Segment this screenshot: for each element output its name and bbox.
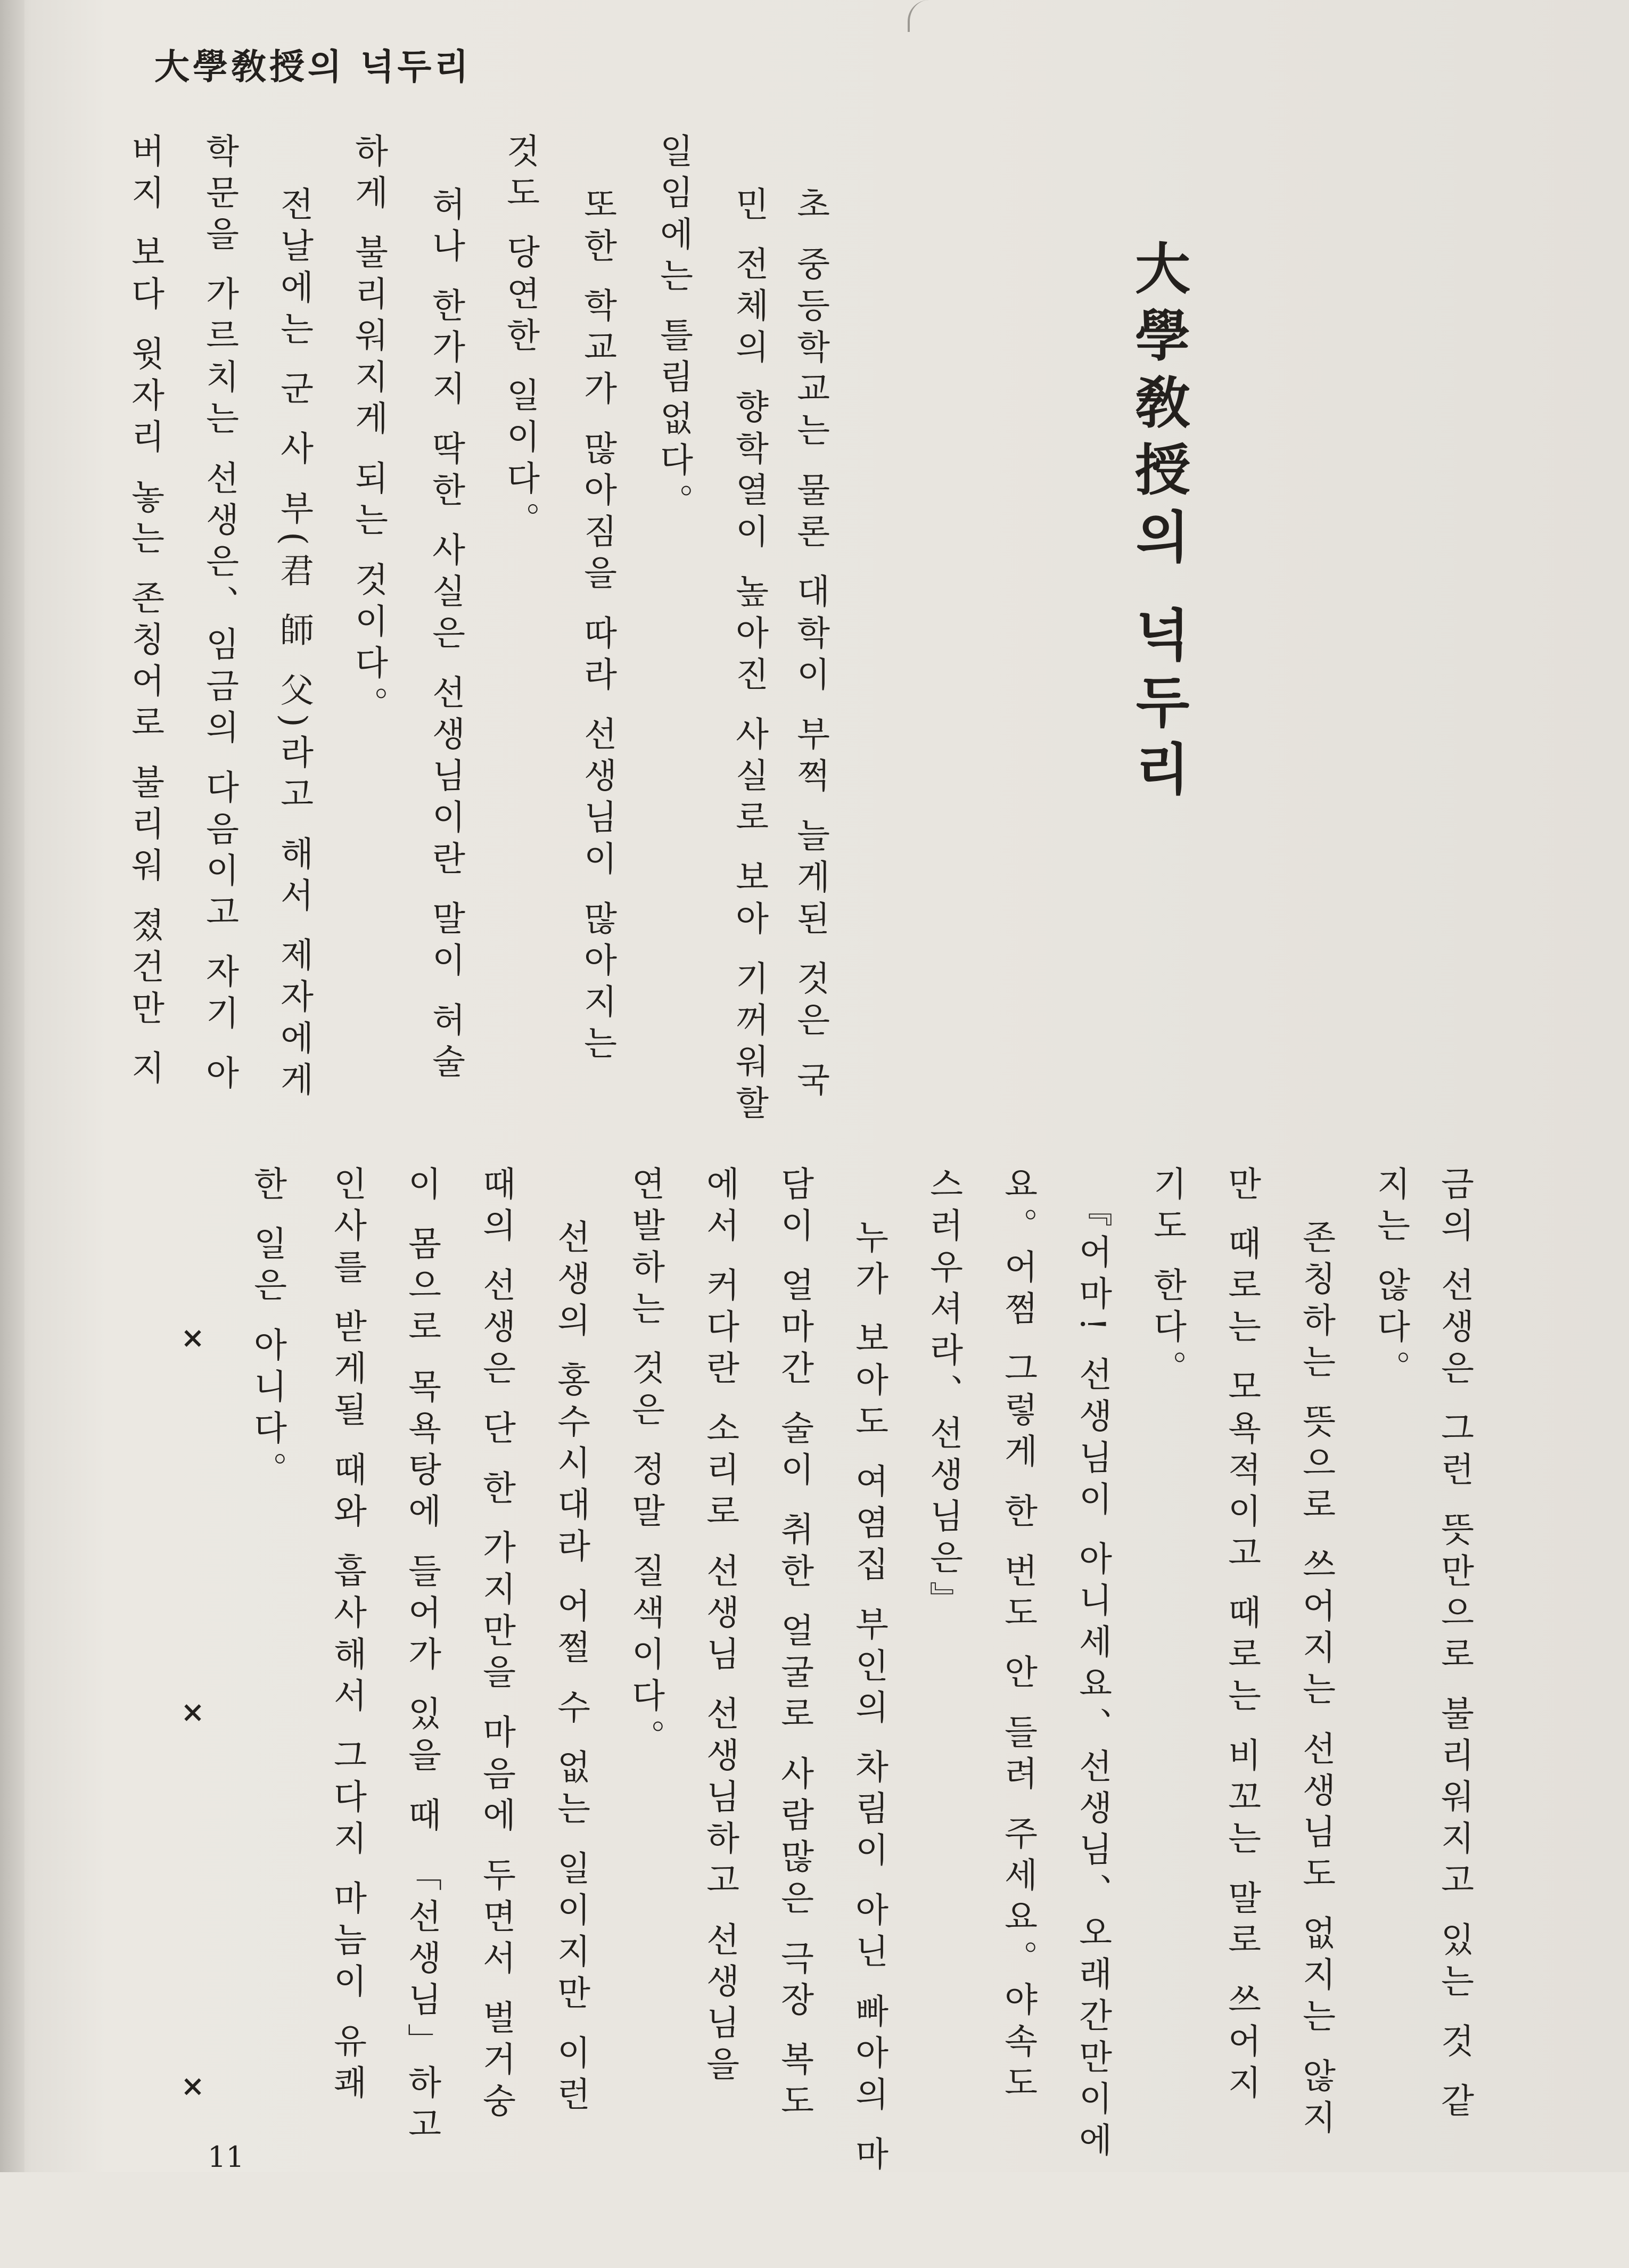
text-column: 버지 보다 윗자리 놓는 존칭어로 불리워 졌건만 지 [125, 133, 164, 1092]
text-column: 누가 보아도 여염집 부인의 차림이 아닌 빠아의 마 [849, 1219, 888, 2178]
text-column: 민 전체의 향학열이 높아진 사실로 보아 기꺼워할 [729, 186, 769, 1127]
text-column: 허나 한가지 딱한 사실은 선생님이란 말이 허술 [426, 186, 465, 1086]
text-column: 선생의 홍수시대라 어쩔 수 없는 일이지만 이런 [551, 1219, 590, 2118]
text-column: 요。어쩜 그렇게 한 번도 안 들려 주세요。야속도 [998, 1166, 1038, 2107]
page-gutter [0, 0, 24, 2172]
text-column: 지는 않다。 [1371, 1166, 1410, 1392]
text-column: 기도 한다。 [1147, 1166, 1187, 1392]
text-column: 금의 선생은 그런 뜻만으로 불리워지고 있는 것 같 [1435, 1166, 1474, 2125]
text-column: 담이 얼마간 술이 취한 얼굴로 사람많은 극장 복도 [775, 1166, 814, 2125]
text-column: 에서 커다란 소리로 선생님 선생님하고 선생님을 [700, 1166, 739, 2088]
text-column: 스러우셔라、선생님은』 [924, 1166, 963, 1623]
text-column: 한 일은 아니다。 [248, 1166, 287, 1493]
text-column: 연발하는 것은 정말 질색이다。 [626, 1166, 665, 1761]
text-column: 『어마! 선생님이 아니세요、선생님、오래간만이에 [1073, 1193, 1112, 2164]
text-column: 존칭하는 뜻으로 쓰어지는 선생님도 없지는 않지 [1296, 1219, 1336, 2141]
text-column: 때의 선생은 단 한 가지만을 마음에 두면서 벌거숭 [476, 1166, 516, 2125]
page-number: 11 [208, 2140, 244, 2174]
section-separator: × × × [176, 1320, 210, 2268]
text-column: 일임에는 틀림없다。 [654, 133, 693, 525]
text-column: 하게 불리워지게 되는 것이다。 [349, 133, 388, 728]
text-column: 만 때로는 모욕적이고 때로는 비꼬는 말로 쓰어지 [1222, 1166, 1261, 2107]
text-column: 인사를 받게될 때와 흡사해서 그다지 마늠이 유쾌 [327, 1166, 367, 2107]
running-head: 大學敎授의 넉두리 [154, 46, 472, 87]
text-column: 또한 학교가 많아짐을 따라 선생님이 많아지는 [578, 186, 617, 1067]
text-column: 초 중등학교는 물론 대학이 부쩍 늘게된 것은 국 [791, 186, 830, 1104]
text-column: 이 몸으로 목욕탕에 들어가 있을 때 「선생님」하고 [402, 1166, 441, 2148]
text-column: 전날에는 군 사 부(君 師 父)라고 해서 제자에게 [274, 186, 314, 1104]
essay-title: 大學敎授의 넉두리 [1125, 240, 1191, 808]
text-column: 것도 당연한 일이다。 [500, 133, 540, 544]
text-column: 학문을 가르치는 선생은、임금의 다음이고 자기 아 [200, 133, 239, 1097]
